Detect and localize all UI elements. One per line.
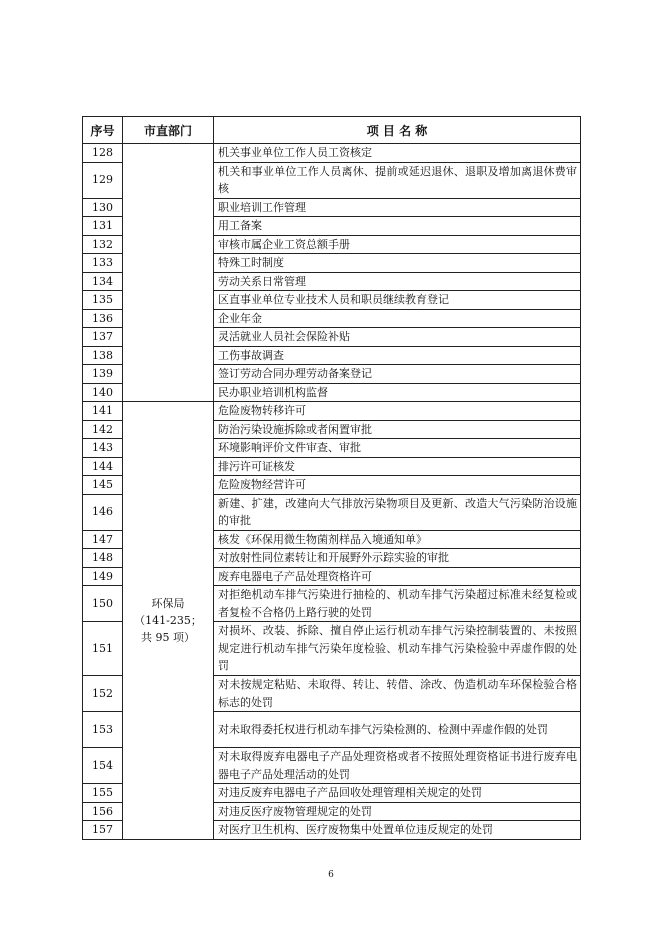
row-number: 151 [83,622,123,676]
item-name: 对放射性同位素转让和开展野外示踪实验的审批 [214,549,581,568]
row-number: 134 [83,272,123,291]
row-number: 137 [83,328,123,347]
row-number: 152 [83,676,123,712]
item-name: 用工备案 [214,217,581,236]
item-name: 对未取得废弃电器电子产品处理资格或者不按照处理资格证书进行废弃电器电子产品处理活动的处罚 [214,748,581,784]
row-number: 148 [83,549,123,568]
row-number: 156 [83,802,123,821]
item-name: 机关和事业单位工作人员离休、提前或延迟退休、退职及增加离退休费审核 [214,162,581,198]
item-name: 对未按规定粘贴、未取得、转让、转借、涂改、伪造机动车环保检验合格标志的处罚 [214,676,581,712]
table-header [83,117,581,144]
item-name: 危险废物转移许可 [214,402,581,421]
table-row [83,144,581,163]
row-number: 133 [83,254,123,273]
department-range: （141-235； [134,613,202,627]
table-row [83,402,581,421]
item-name: 新建、扩建，改建向大气排放污染物项目及更新、改造大气污染防治设施的审批 [214,494,581,530]
header-department: 市直部门 [123,117,214,144]
item-name: 危险废物经营许可 [214,476,581,495]
row-number: 142 [83,420,123,439]
item-name: 防治污染设施拆除或者闲置审批 [214,420,581,439]
row-number: 129 [83,162,123,198]
row-number: 136 [83,309,123,328]
department-cell [123,402,214,840]
item-name: 职业培训工作管理 [214,198,581,217]
row-number: 141 [83,402,123,421]
row-number: 143 [83,439,123,458]
row-number: 154 [83,748,123,784]
items-table [82,116,581,840]
item-name: 对违反废弃电器电子产品回收处理管理相关规定的处罚 [214,784,581,803]
header-no: 序号 [83,117,123,144]
department-name: 环保局 [151,596,185,610]
row-number: 144 [83,457,123,476]
item-name: 对医疗卫生机构、医疗废物集中处置单位违反规定的处罚 [214,821,581,840]
row-number: 157 [83,821,123,840]
department-cell [123,144,214,402]
row-number: 155 [83,784,123,803]
row-number: 147 [83,530,123,549]
row-number: 145 [83,476,123,495]
item-name: 区直事业单位专业技术人员和职员继续教育登记 [214,291,581,310]
item-name: 特殊工时制度 [214,254,581,273]
row-number: 140 [83,383,123,402]
row-number: 153 [83,712,123,748]
item-name: 对未取得委托权进行机动车排气污染检测的、检测中弄虚作假的处罚 [214,712,581,748]
item-name: 企业年金 [214,309,581,328]
item-name: 审核市属企业工资总额手册 [214,235,581,254]
item-name: 对违反医疗废物管理规定的处罚 [214,802,581,821]
row-number: 138 [83,346,123,365]
row-number: 130 [83,198,123,217]
item-name: 劳动关系日常管理 [214,272,581,291]
item-name: 排污许可证核发 [214,457,581,476]
item-name: 对损坏、改装、拆除、擅自停止运行机动车排气污染控制装置的、未按照规定进行机动车排气污染年度检验、机动车排气污染检验中弄虚作假的处罚 [214,622,581,676]
row-number: 149 [83,567,123,586]
header-item-name: 项 目 名 称 [214,117,581,144]
row-number: 128 [83,144,123,163]
item-name: 废弃电器电子产品处理资格许可 [214,567,581,586]
row-number: 135 [83,291,123,310]
item-name: 民办职业培训机构监督 [214,383,581,402]
row-number: 139 [83,365,123,384]
row-number: 131 [83,217,123,236]
item-name: 工伤事故调查 [214,346,581,365]
row-number: 146 [83,494,123,530]
row-number: 132 [83,235,123,254]
page-number: 6 [328,870,334,880]
item-name: 灵活就业人员社会保险补贴 [214,328,581,347]
item-name: 签订劳动合同办理劳动备案登记 [214,365,581,384]
item-name: 对拒绝机动车排气污染进行抽检的、机动车排气污染超过标准未经复检或者复检不合格仍上路行驶的处罚 [214,586,581,622]
department-label [123,595,213,646]
department-count: 共 95 项） [141,630,195,644]
item-name: 核发《环保用微生物菌剂样品入境通知单》 [214,530,581,549]
table-body [83,144,581,840]
row-number: 150 [83,586,123,622]
item-name: 环境影响评价文件审查、审批 [214,439,581,458]
item-name: 机关事业单位工作人员工资核定 [214,144,581,163]
